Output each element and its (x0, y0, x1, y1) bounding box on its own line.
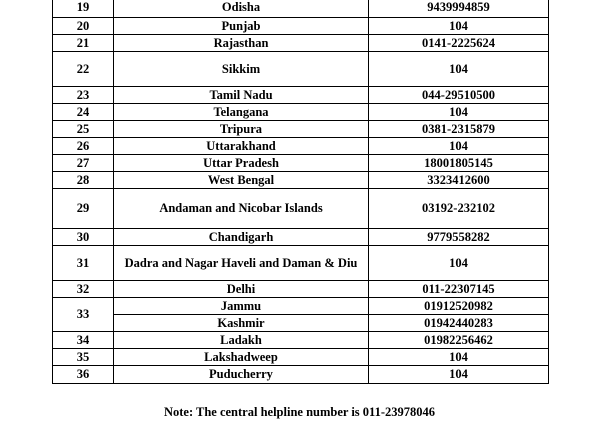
state-name-cell: Kashmir (114, 315, 369, 332)
helpline-number-cell: 104 (369, 104, 549, 121)
serial-number-cell: 27 (53, 155, 114, 172)
state-name-cell: Uttar Pradesh (114, 155, 369, 172)
state-name-cell: Chandigarh (114, 229, 369, 246)
state-name-cell: Punjab (114, 18, 369, 35)
table-row (53, 155, 549, 172)
serial-number-cell: 33 (53, 298, 114, 332)
serial-number-cell: 32 (53, 281, 114, 298)
serial-number-cell: 28 (53, 172, 114, 189)
table-row (53, 104, 549, 121)
serial-number-cell: 35 (53, 349, 114, 366)
state-name-cell: Dadra and Nagar Haveli and Daman & Diu (114, 246, 369, 281)
helpline-number-cell: 18001805145 (369, 155, 549, 172)
serial-number-cell: 26 (53, 138, 114, 155)
helpline-table (52, 0, 549, 384)
table-row (53, 332, 549, 349)
state-name-cell: Tamil Nadu (114, 87, 369, 104)
helpline-number-cell: 3323412600 (369, 172, 549, 189)
helpline-number-cell: 011-22307145 (369, 281, 549, 298)
helpline-number-cell: 01982256462 (369, 332, 549, 349)
table-row (53, 189, 549, 229)
helpline-number-cell: 044-29510500 (369, 87, 549, 104)
helpline-number-cell: 104 (369, 246, 549, 281)
table-row (53, 298, 549, 315)
helpline-number-cell: 9779558282 (369, 229, 549, 246)
helpline-number-cell: 104 (369, 52, 549, 87)
table-row (53, 366, 549, 384)
table-row (53, 229, 549, 246)
state-name-cell: Sikkim (114, 52, 369, 87)
state-name-cell: Ladakh (114, 332, 369, 349)
state-name-cell: Uttarakhand (114, 138, 369, 155)
serial-number-cell: 19 (53, 0, 114, 18)
helpline-number-cell: 01912520982 (369, 298, 549, 315)
serial-number-cell: 29 (53, 189, 114, 229)
state-name-cell: Jammu (114, 298, 369, 315)
helpline-number-cell: 0381-2315879 (369, 121, 549, 138)
helpline-number-cell: 9439994859 (369, 0, 549, 18)
table-row (53, 246, 549, 281)
table-row (53, 18, 549, 35)
helpline-note: Note: The central helpline number is 011-23978046 (163, 405, 436, 419)
state-name-cell: West Bengal (114, 172, 369, 189)
helpline-number-cell: 03192-232102 (369, 189, 549, 229)
state-name-cell: Tripura (114, 121, 369, 138)
state-name-cell: Puducherry (114, 366, 369, 384)
serial-number-cell: 23 (53, 87, 114, 104)
table-row (53, 349, 549, 366)
state-name-cell: Delhi (114, 281, 369, 298)
table-body (53, 0, 549, 384)
state-name-cell: Telangana (114, 104, 369, 121)
state-name-cell: Rajasthan (114, 35, 369, 52)
serial-number-cell: 31 (53, 246, 114, 281)
helpline-number-cell: 01942440283 (369, 315, 549, 332)
state-name-cell: Andaman and Nicobar Islands (114, 189, 369, 229)
table-row (53, 172, 549, 189)
table-row (53, 35, 549, 52)
serial-number-cell: 25 (53, 121, 114, 138)
serial-number-cell: 30 (53, 229, 114, 246)
helpline-number-cell: 104 (369, 349, 549, 366)
serial-number-cell: 24 (53, 104, 114, 121)
helpline-number-cell: 0141-2225624 (369, 35, 549, 52)
table-row (53, 121, 549, 138)
table-row (53, 87, 549, 104)
helpline-number-cell: 104 (369, 18, 549, 35)
table-row (53, 138, 549, 155)
serial-number-cell: 21 (53, 35, 114, 52)
table-row (53, 0, 549, 18)
serial-number-cell: 22 (53, 52, 114, 87)
table-row (53, 315, 549, 332)
state-name-cell: Odisha (114, 0, 369, 18)
helpline-number-cell: 104 (369, 138, 549, 155)
helpline-number-cell: 104 (369, 366, 549, 384)
state-name-cell: Lakshadweep (114, 349, 369, 366)
serial-number-cell: 20 (53, 18, 114, 35)
table-row (53, 52, 549, 87)
serial-number-cell: 36 (53, 366, 114, 384)
serial-number-cell: 34 (53, 332, 114, 349)
table-row (53, 281, 549, 298)
